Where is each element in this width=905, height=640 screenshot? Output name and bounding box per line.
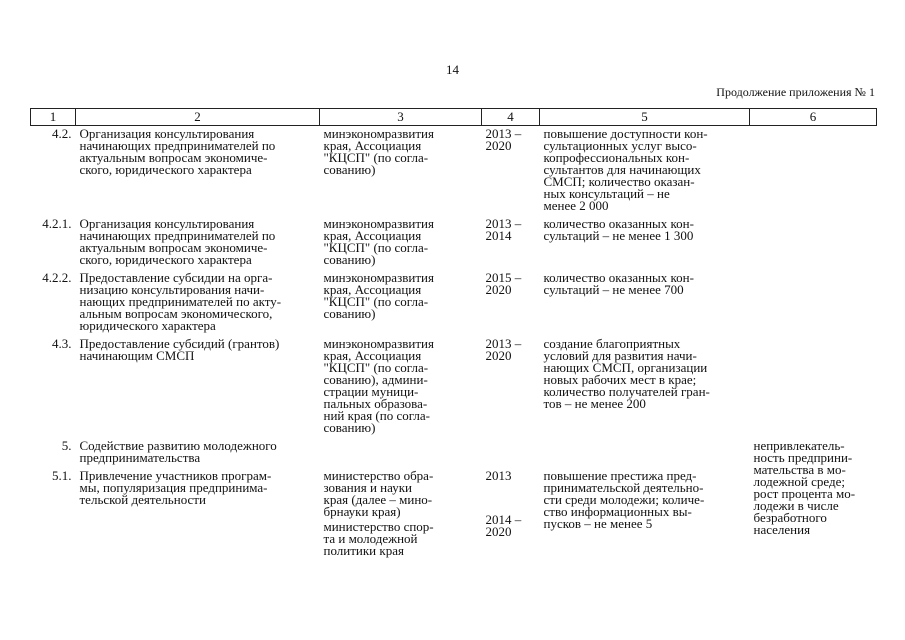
responsible-text: минэкономразвития края, Ассоциация "КЦСП" (по согла- сованию) — [323, 126, 434, 177]
continuation-label: Продолжение приложения № 1 — [716, 85, 875, 99]
column-header-2: 2 — [76, 109, 320, 126]
activity-text: Предоставление субсидий (грантов) начинающим СМСП — [79, 336, 280, 363]
responsible-text: минэкономразвития края, Ассоциация "КЦСП" (по согла- сованию) — [323, 270, 434, 321]
responsible-text-secondary: министерство спор- та и молодежной политики края — [323, 519, 434, 558]
row-number: 5. — [61, 438, 72, 453]
column-header-5: 5 — [540, 109, 750, 126]
table-row — [31, 270, 877, 336]
result-text: повышение престижа пред- принимательской деятельно- сти среди молодежи; количе- ство информационных вы- пусков – не менее 5 — [543, 468, 705, 531]
result-text: количество оказанных кон- сультаций – не менее 1 300 — [543, 216, 694, 243]
row-number: 4.2. — [52, 126, 72, 141]
period-text-secondary: 2014 – 2020 — [485, 512, 522, 539]
row-number: 4.3. — [52, 336, 72, 351]
responsible-text: минэкономразвития края, Ассоциация "КЦСП" (по согла- сованию) — [323, 216, 434, 267]
row-number: 5.1. — [52, 468, 72, 483]
column-header-4: 4 — [482, 109, 540, 126]
column-header-6: 6 — [750, 109, 877, 126]
table-row — [31, 336, 877, 438]
result-text: количество оказанных кон- сультаций – не менее 700 — [543, 270, 694, 297]
activity-text: Привлечение участников програм- мы, популяризация предпринима- тельской деятельности — [79, 468, 272, 507]
period-text: 2013 – 2014 — [485, 216, 522, 243]
period-text: 2015 – 2020 — [485, 270, 522, 297]
period-text: 2013 — [485, 468, 512, 483]
activity-text: Содействие развитию молодежного предпринимательства — [79, 438, 277, 465]
activity-text: Организация консультирования начинающих предпринимателей по актуальным вопросам экономиче- ского, юридического характера — [79, 126, 276, 177]
table-row — [31, 126, 877, 217]
activity-text: Организация консультирования начинающих предпринимателей по актуальным вопросам экономиче- ского, юридического характера — [79, 216, 276, 267]
result-text: повышение доступности кон- сультационных услуг высо- копрофессиональных кон- сультантов для начинающих СМСП; количество оказан- ных консультаций – не менее 2 000 — [543, 126, 708, 213]
table-header-row — [31, 109, 877, 126]
page-number: 14 — [446, 62, 459, 77]
activity-text: Предоставление субсидии на орга- низацию консультирования начи- нающих предпринимателей по акту- альным вопросам экономического, юридического характера — [79, 270, 282, 333]
row-number: 4.2.1. — [42, 216, 72, 231]
responsible-text: министерство обра- зования и науки края (далее – мино- брнауки края) — [323, 468, 434, 519]
program-table — [30, 108, 877, 561]
result-text: создание благоприятных условий для развития начи- нающих СМСП, организации новых рабочих мест в крае; количество получателей гран- тов – не менее 200 — [543, 336, 710, 411]
column-header-1: 1 — [31, 109, 76, 126]
table-row — [31, 216, 877, 270]
period-text: 2013 – 2020 — [485, 336, 522, 363]
column-header-3: 3 — [320, 109, 482, 126]
period-text: 2013 – 2020 — [485, 126, 522, 153]
responsible-text: минэкономразвития края, Ассоциация "КЦСП" (по согла- сованию), админи- страции муници- пальных образова- ний края (по согла- сованию) — [323, 336, 434, 435]
row-number: 4.2.2. — [42, 270, 72, 285]
table-row — [31, 438, 877, 468]
risk-text: непривлекатель- ность предприни- мательства в мо- лодежной среде; рост процента мо- лодежи в числе безработного населения — [753, 438, 856, 537]
